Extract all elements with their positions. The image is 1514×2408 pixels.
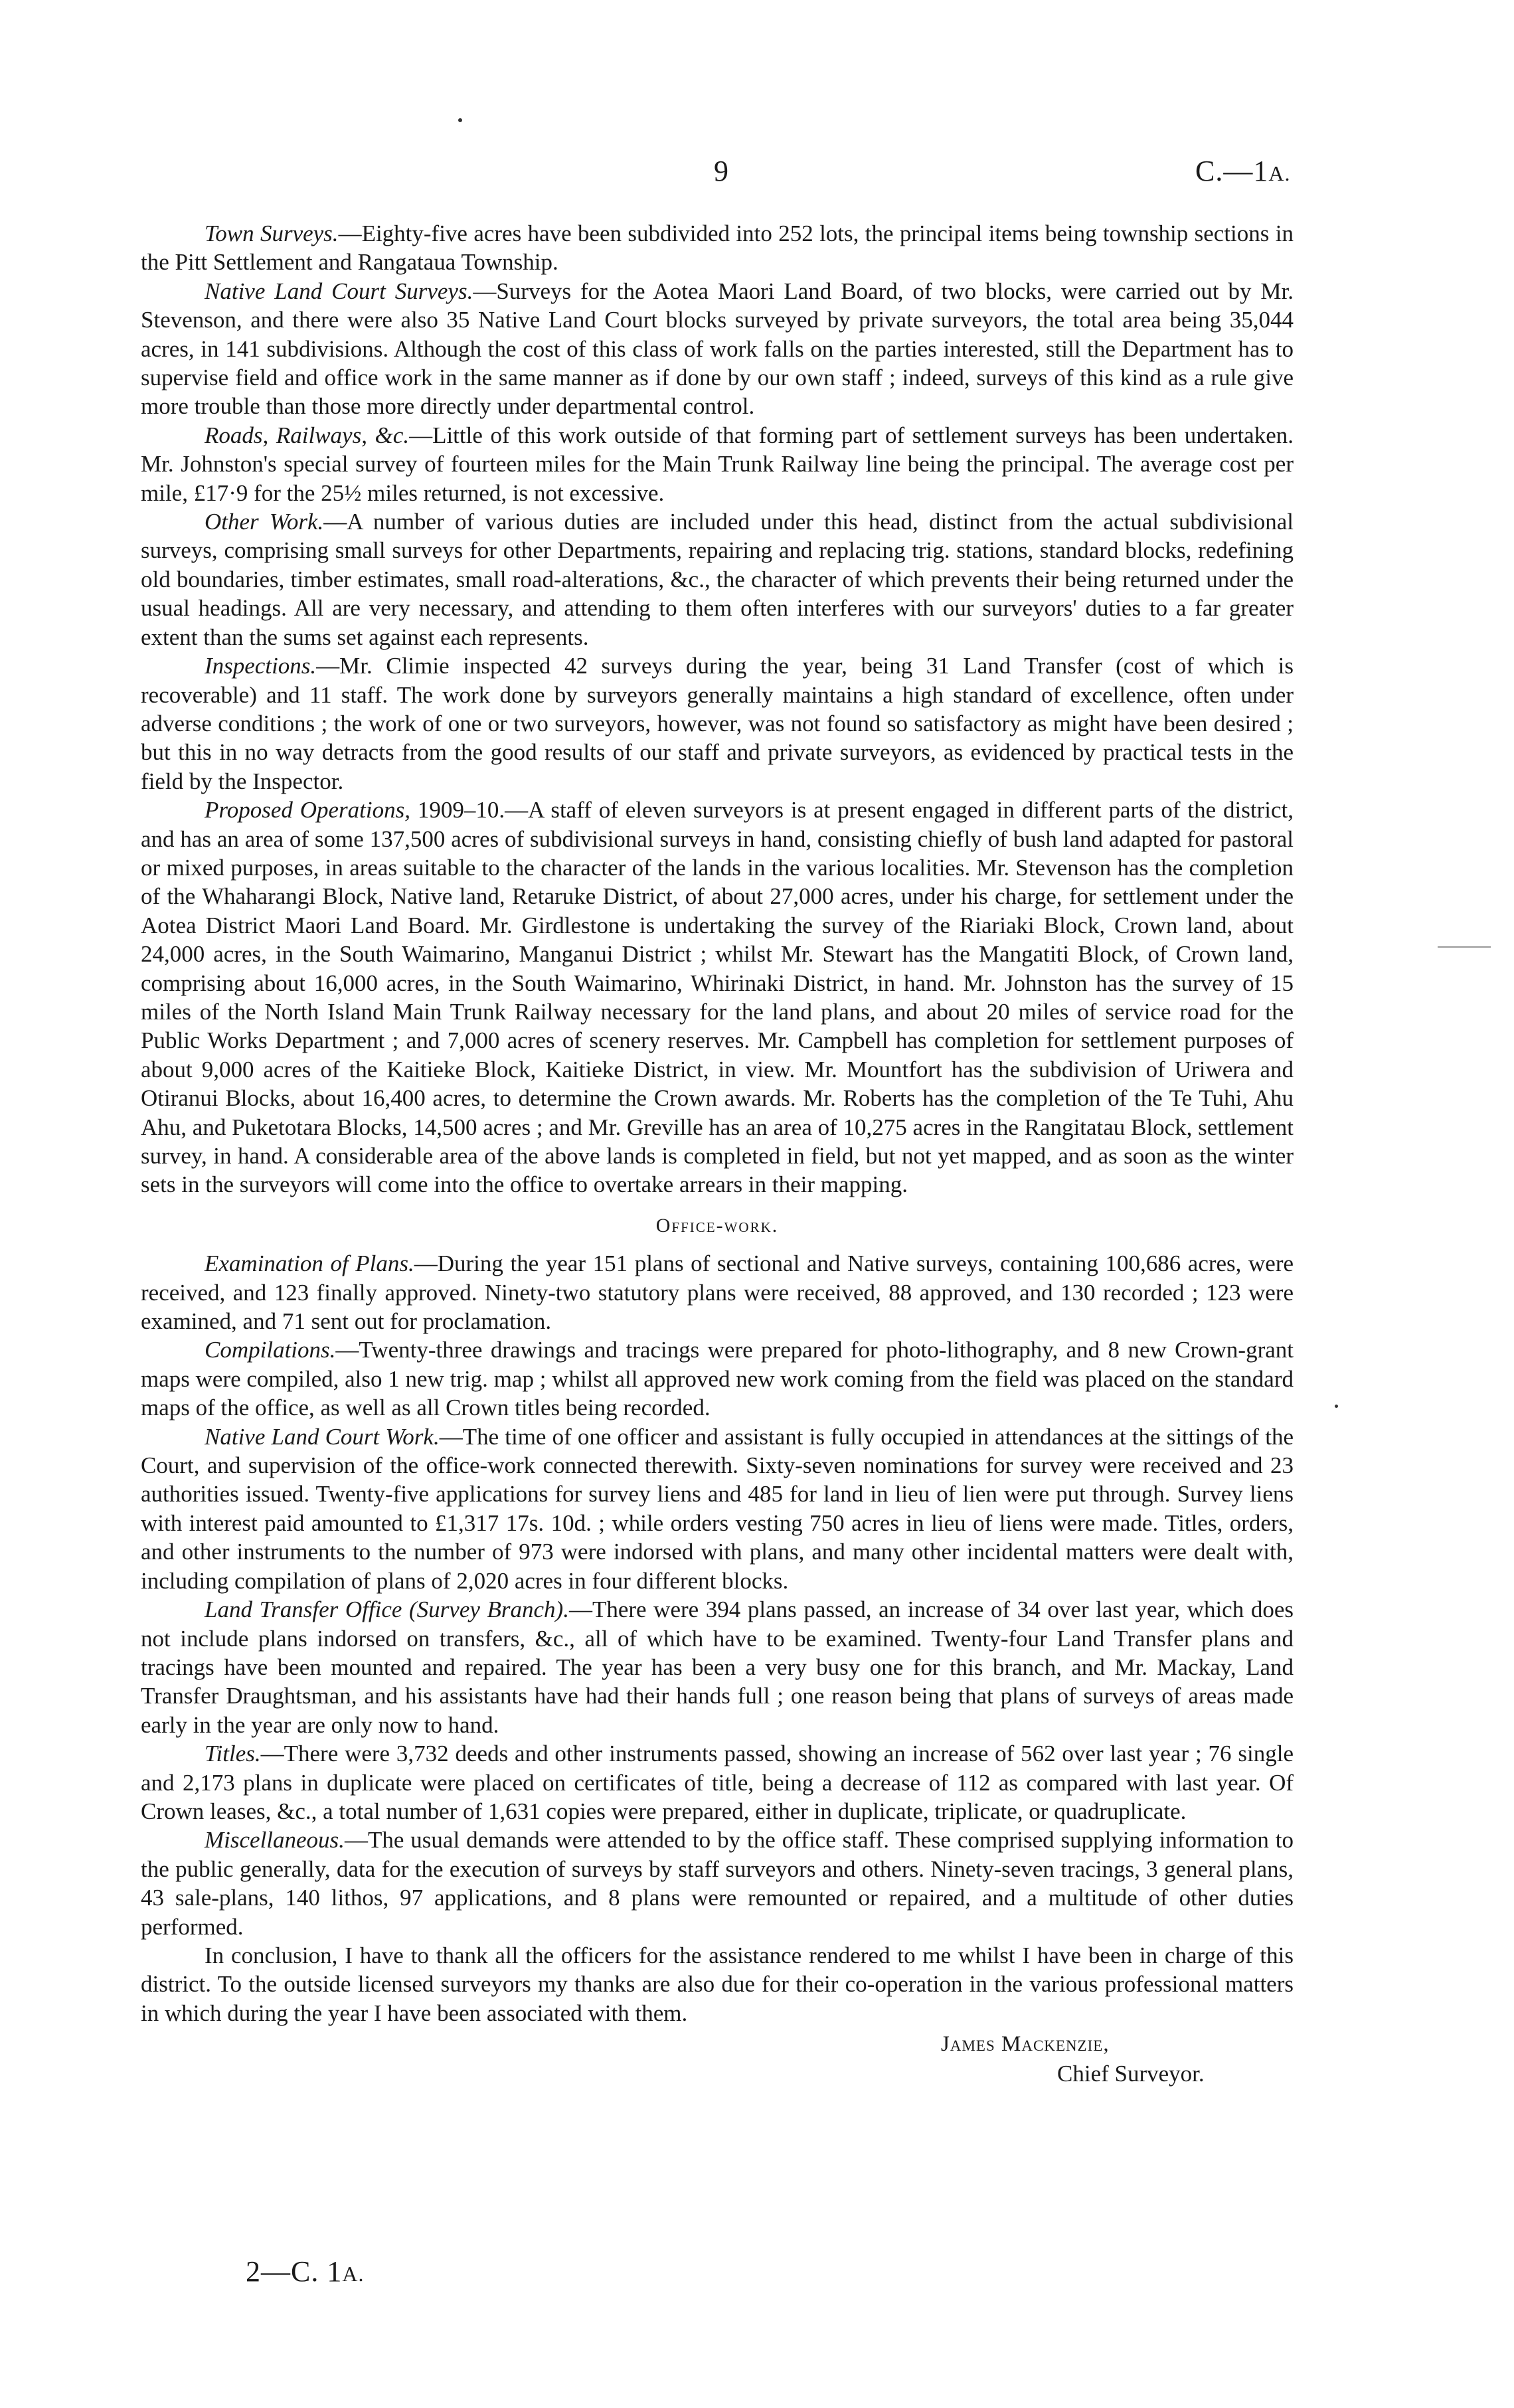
paragraph-conclusion: In conclusion, I have to thank all the officers for the assistance rendered to me whilst I have been in charge of this district. To the outside licensed surveyors my thanks are also due for their co-operation in the various professional matters in which during the year I have been associated with them.	[141, 1942, 1294, 2026]
paragraph-town-surveys	[141, 219, 1294, 277]
section-heading-office-work: Office-work.	[655, 1214, 779, 1237]
paragraph-title: Native Land Court Surveys.	[205, 278, 473, 304]
paragraph-proposed-operations	[141, 796, 1294, 1199]
paragraph-text: —The time of one officer and assistant is fully occupied in attendances at the sittings of the Court, and supervision of the office-work connected therewith. Sixty-seven nominations for survey were received and 23 authorities issued. Twenty-five applications for survey liens and 485 for land in lieu of lien were put through. Survey liens with interest paid amounted to £1,317 17s. 10d. ; while orders vesting 750 acres in lieu of liens were made. Titles, orders, and other instruments to the number of 973 were indorsed with plans, and many other incidental matters were dealt with, including compilation of plans of 2,020 acres in four different blocks.	[141, 1423, 1294, 1594]
paragraph-title: Compilations.	[205, 1337, 336, 1363]
document-reference-prefix: C.—1	[1195, 155, 1269, 187]
paragraph-roads-railways	[141, 421, 1294, 507]
paragraph-title: Land Transfer Office (Survey Branch).	[205, 1596, 569, 1623]
paragraph-text: —The usual demands were attended to by the office staff. These comprised supplying information to the public generally, data for the execution of surveys by staff surveyors and others. Ninety-seven tracings, 3 general plans, 43 sale-plans, 140 lithos, 97 applications, and 8 plans were remounted or repaired, and a multitude of other duties performed.	[141, 1827, 1294, 1940]
paragraph-native-land-court-surveys	[141, 277, 1294, 421]
document-reference-suffix: A.	[1268, 161, 1291, 185]
paragraph-title: Proposed Operations,	[205, 797, 410, 823]
paragraph-other-work	[141, 507, 1294, 651]
scan-speck	[458, 118, 462, 122]
paragraph-native-land-court-work	[141, 1422, 1294, 1595]
footer-reference-suffix: A.	[342, 2262, 365, 2286]
paragraph-land-transfer-office	[141, 1595, 1294, 1739]
paragraph-text: —Mr. Climie inspected 42 surveys during the year, being 31 Land Transfer (cost of which is recoverable) and 11 staff. The work done by surveyors generally maintains a high standard of excellence, often under adverse conditions ; the work of one or two surveyors, however, was not found so satisfactory as might have been desired ; but this in no way detracts from the good results of our staff and private surveyors, as evidenced by practical tests in the field by the Inspector.	[141, 653, 1294, 794]
signatory-role: Chief Surveyor.	[1057, 2061, 1205, 2087]
paragraph-text: —There were 3,732 deeds and other instruments passed, showing an increase of 562 over last year ; 76 single and 2,173 plans in duplicate were placed on certificates of title, being a decrease of 112 as compared with last year. Of Crown leases, &c., a total number of 1,631 copies were prepared, either in duplicate, triplicate, or quadruplicate.	[141, 1741, 1294, 1824]
paragraph-compilations	[141, 1335, 1294, 1422]
paragraph-text: —Surveys for the Aotea Maori Land Board, of two blocks, were carried out by Mr. Stevenson, and there were also 35 Native Land Court blocks surveyed by private surveyors, the total area being 35,044 acres, in 141 subdivisions. Although the cost of this class of work falls on the parties interested, still the Department has to supervise field and office work in the same manner as if done by our own staff ; indeed, surveys of this kind as a rule give more trouble than those more directly under departmental control.	[141, 278, 1294, 420]
paragraph-titles	[141, 1739, 1294, 1826]
paragraph-text: —Twenty-three drawings and tracings were prepared for photo-lithography, and 8 new Crown-grant maps were compiled, also 1 new trig. map ; whilst all approved new work coming from the field was placed on the standard maps of the office, as well as all Crown titles being recorded.	[141, 1337, 1294, 1421]
paragraph-text: —Eighty-five acres have been subdivided into 252 lots, the principal items being township sections in the Pitt Settlement and Rangataua Township.	[141, 220, 1294, 276]
paragraph-title: Other Work.	[205, 509, 324, 535]
paragraph-title: Town Surveys.	[205, 220, 339, 246]
paragraph-title: Roads, Railways, &c.	[205, 422, 410, 448]
signatory-name: James Mackenzie,	[941, 2032, 1110, 2057]
paragraph-title: Examination of Plans.	[205, 1250, 414, 1277]
paragraph-text: —Little of this work outside of that forming part of settlement surveys has been undertaken. Mr. Johnston's special survey of fourteen miles for the Main Trunk Railway line being the principal. The average cost per mile, £17·9 for the 25½ miles returned, is not excessive.	[141, 422, 1294, 506]
paragraph-title: Miscellaneous.	[205, 1827, 345, 1853]
signature-block	[141, 2030, 1294, 2090]
footer-reference-prefix: 2—C. 1	[246, 2255, 343, 2288]
paragraph-title: Native Land Court Work.	[205, 1423, 440, 1450]
paragraph-title: Inspections.	[205, 653, 317, 679]
paragraph-examination-of-plans	[141, 1249, 1294, 1335]
footer-reference	[246, 2255, 364, 2288]
paragraph-inspections	[141, 651, 1294, 796]
report-body	[141, 219, 1294, 2090]
paragraph-miscellaneous	[141, 1826, 1294, 1941]
scan-speck	[1335, 1405, 1338, 1408]
paragraph-text: 1909–10.—A staff of eleven surveyors is at present engaged in different parts of the district, and has an area of some 137,500 acres of subdivisional surveys in hand, consisting chiefly of bush land adapted for pastoral or mixed purposes, in areas suitable to the character of the lands in the various localities. Mr. Stevenson has the completion of the Whaharangi Block, Native land, Retaruke District, of about 27,000 acres, under his charge, for settlement under the Aotea District Maori Land Board. Mr. Girdlestone is undertaking the survey of the Riariaki Block, Crown land, about 24,000 acres, in the South Waimarino, Manganui District ; whilst Mr. Stewart has the Mangatiti Block, of Crown land, comprising about 16,000 acres, in the South Waimarino, Whirinaki District, in hand. Mr. Johnston has the survey of 15 miles of the North Island Main Trunk Railway necessary for the land plans, and about 20 miles of service road for the Public Works Department ; and 7,000 acres of scenery reserves. Mr. Campbell has completion for settlement purposes of about 9,000 acres of the Kaitieke Block, Kaitieke District, in view. Mr. Mountfort has the subdivision of Uriwera and Otiranui Blocks, about 16,400 acres, to determine the Crown awards. Mr. Roberts has the completion of the Te Tuhi, Ahu Ahu, and Puketotara Blocks, 14,500 acres ; and Mr. Greville has an area of 10,275 acres in the Rangitatau Block, settlement survey, in hand. A considerable area of the above lands is completed in field, but not yet mapped, and as soon as the winter sets in the surveyors will come into the office to overtake arrears in their mapping.	[141, 797, 1294, 1198]
page-number: 9	[714, 155, 728, 187]
paragraph-text: —There were 394 plans passed, an increase of 34 over last year, which does not include plans indorsed on transfers, &c., all of which have to be examined. Twenty-four Land Transfer plans and tracings have been mounted and repaired. The year has been a very busy one for this branch, and Mr. Mackay, Land Transfer Draughtsman, and his assistants have had their hands full ; one reason being that plans of surveys of areas made early in the year are only now to hand.	[141, 1596, 1294, 1738]
scan-mark	[1438, 946, 1491, 948]
paragraph-text: —A number of various duties are included under this head, distinct from the actual subdivisional surveys, comprising small surveys for other Departments, repairing and replacing trig. stations, standard blocks, redefining old boundaries, timber estimates, small road-alterations, &c., the character of which prevents their being returned under the usual headings. All are very necessary, and attending to them often interferes with our surveyors' duties to a far greater extent than the sums set against each represents.	[141, 509, 1294, 650]
paragraph-title: Titles.	[205, 1741, 261, 1767]
paragraph-text: —During the year 151 plans of sectional and Native surveys, containing 100,686 acres, were received, and 123 finally approved. Ninety-two statutory plans were received, 88 approved, and 130 recorded ; 123 were examined, and 71 sent out for proclamation.	[141, 1250, 1294, 1335]
document-reference	[1195, 154, 1290, 188]
